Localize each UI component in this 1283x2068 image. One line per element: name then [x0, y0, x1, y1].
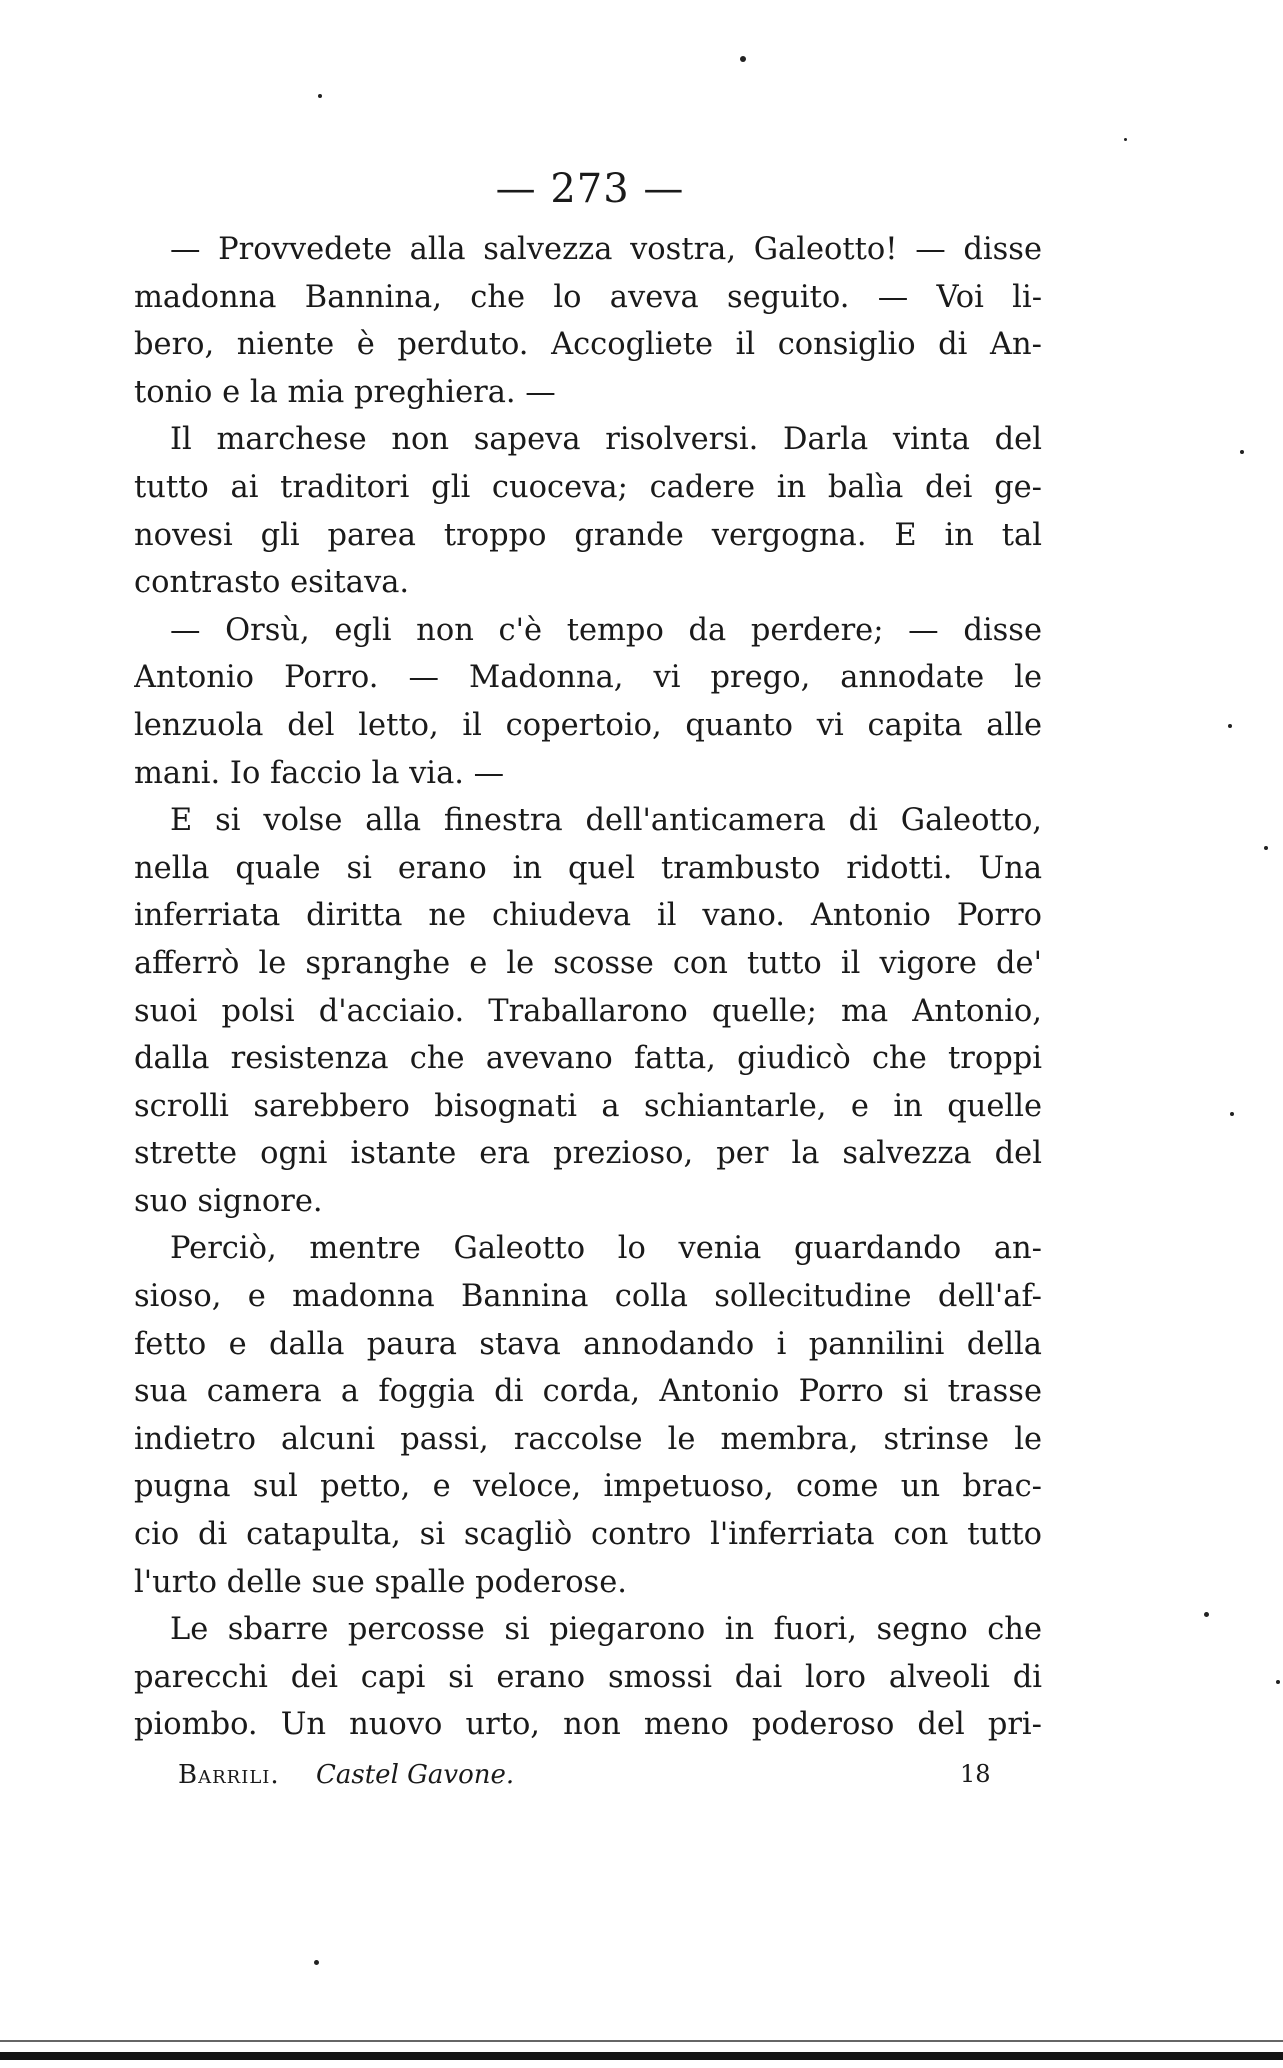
scan-speck [1230, 1112, 1234, 1116]
text-line: afferrò le spranghe e le scosse con tutto il vigore de' [134, 945, 1042, 981]
scan-speck [1204, 1612, 1209, 1617]
text-line: cio di catapulta, si scagliò contro l'inferriata con tutto [134, 1517, 1042, 1553]
text-line: Il marchese non sapeva risolversi. Darla vinta del [170, 422, 1042, 458]
footer-book-title: Castel Gavone. [316, 1760, 515, 1790]
text-line: novesi gli parea troppo grande vergogna. E in tal [134, 517, 1042, 553]
text-line: scrolli sarebbero bisognati a schiantarle, e in quelle [134, 1088, 1042, 1124]
text-line: fetto e dalla paura stava annodando i pannilini della [134, 1326, 1042, 1362]
scan-speck [1228, 724, 1232, 728]
text-line: mani. Io faccio la via. — [134, 755, 505, 791]
page-footer [178, 1760, 998, 1800]
text-line: — Orsù, egli non c'è tempo da perdere; — disse [170, 612, 1042, 648]
scan-speck [1124, 138, 1127, 141]
footer-signature-mark: 18 [960, 1760, 991, 1788]
text-line: madonna Bannina, che lo aveva seguito. — Voi li- [134, 279, 1042, 315]
page-number: — 273 — [495, 166, 685, 212]
text-line: suoi polsi d'acciaio. Traballarono quelle; ma Antonio, [134, 993, 1042, 1029]
scan-speck [314, 1960, 319, 1965]
text-line: tonio e la mia preghiera. — [134, 374, 556, 410]
scan-speck [1240, 450, 1244, 454]
text-line: pugna sul petto, e veloce, impetuoso, come un brac- [134, 1469, 1042, 1505]
text-line: contrasto esitava. [134, 565, 410, 601]
text-line: suo signore. [134, 1183, 323, 1219]
text-line: parecchi dei capi si erano smossi dai loro alveoli di [134, 1659, 1042, 1695]
text-line: piombo. Un nuovo urto, non meno poderoso del pri- [134, 1707, 1042, 1743]
text-line: Le sbarre percosse si piegarono in fuori, segno che [170, 1612, 1042, 1648]
text-line: sua camera a foggia di corda, Antonio Porro si trasse [134, 1374, 1042, 1410]
text-line: tutto ai traditori gli cuoceva; cadere in balìa dei ge- [134, 469, 1042, 505]
text-line: — Provvedete alla salvezza vostra, Galeotto! — disse [170, 232, 1042, 267]
text-line: Perciò, mentre Galeotto lo venia guardando an- [170, 1231, 1042, 1267]
text-line: strette ogni istante era prezioso, per la salvezza del [134, 1136, 1042, 1172]
scan-speck [740, 56, 746, 62]
scan-edge-rule [0, 2052, 1283, 2060]
scan-speck [318, 94, 322, 98]
scan-speck [1276, 1680, 1280, 1684]
text-line: E si volse alla finestra dell'anticamera di Galeotto, [170, 803, 1042, 839]
text-line: Antonio Porro. — Madonna, vi prego, annodate le [134, 660, 1042, 696]
text-line: lenzuola del letto, il copertoio, quanto vi capita alle [134, 707, 1042, 743]
text-line: bero, niente è perduto. Accogliete il consiglio di An- [134, 327, 1042, 363]
text-line: sioso, e madonna Bannina colla sollecitudine dell'af- [134, 1279, 1042, 1315]
text-line: l'urto delle sue spalle poderose. [134, 1564, 627, 1600]
body-text [134, 226, 1042, 1749]
text-line: indietro alcuni passi, raccolse le membra, strinse le [134, 1421, 1042, 1457]
text-line: dalla resistenza che avevano fatta, giudicò che troppi [134, 1041, 1042, 1077]
text-line: inferriata diritta ne chiudeva il vano. Antonio Porro [134, 898, 1042, 934]
scan-speck [1264, 846, 1268, 850]
scan-edge-thin [0, 2040, 1283, 2042]
footer-author: Barrili. [178, 1760, 280, 1790]
text-line: nella quale si erano in quel trambusto ridotti. Una [134, 850, 1042, 886]
